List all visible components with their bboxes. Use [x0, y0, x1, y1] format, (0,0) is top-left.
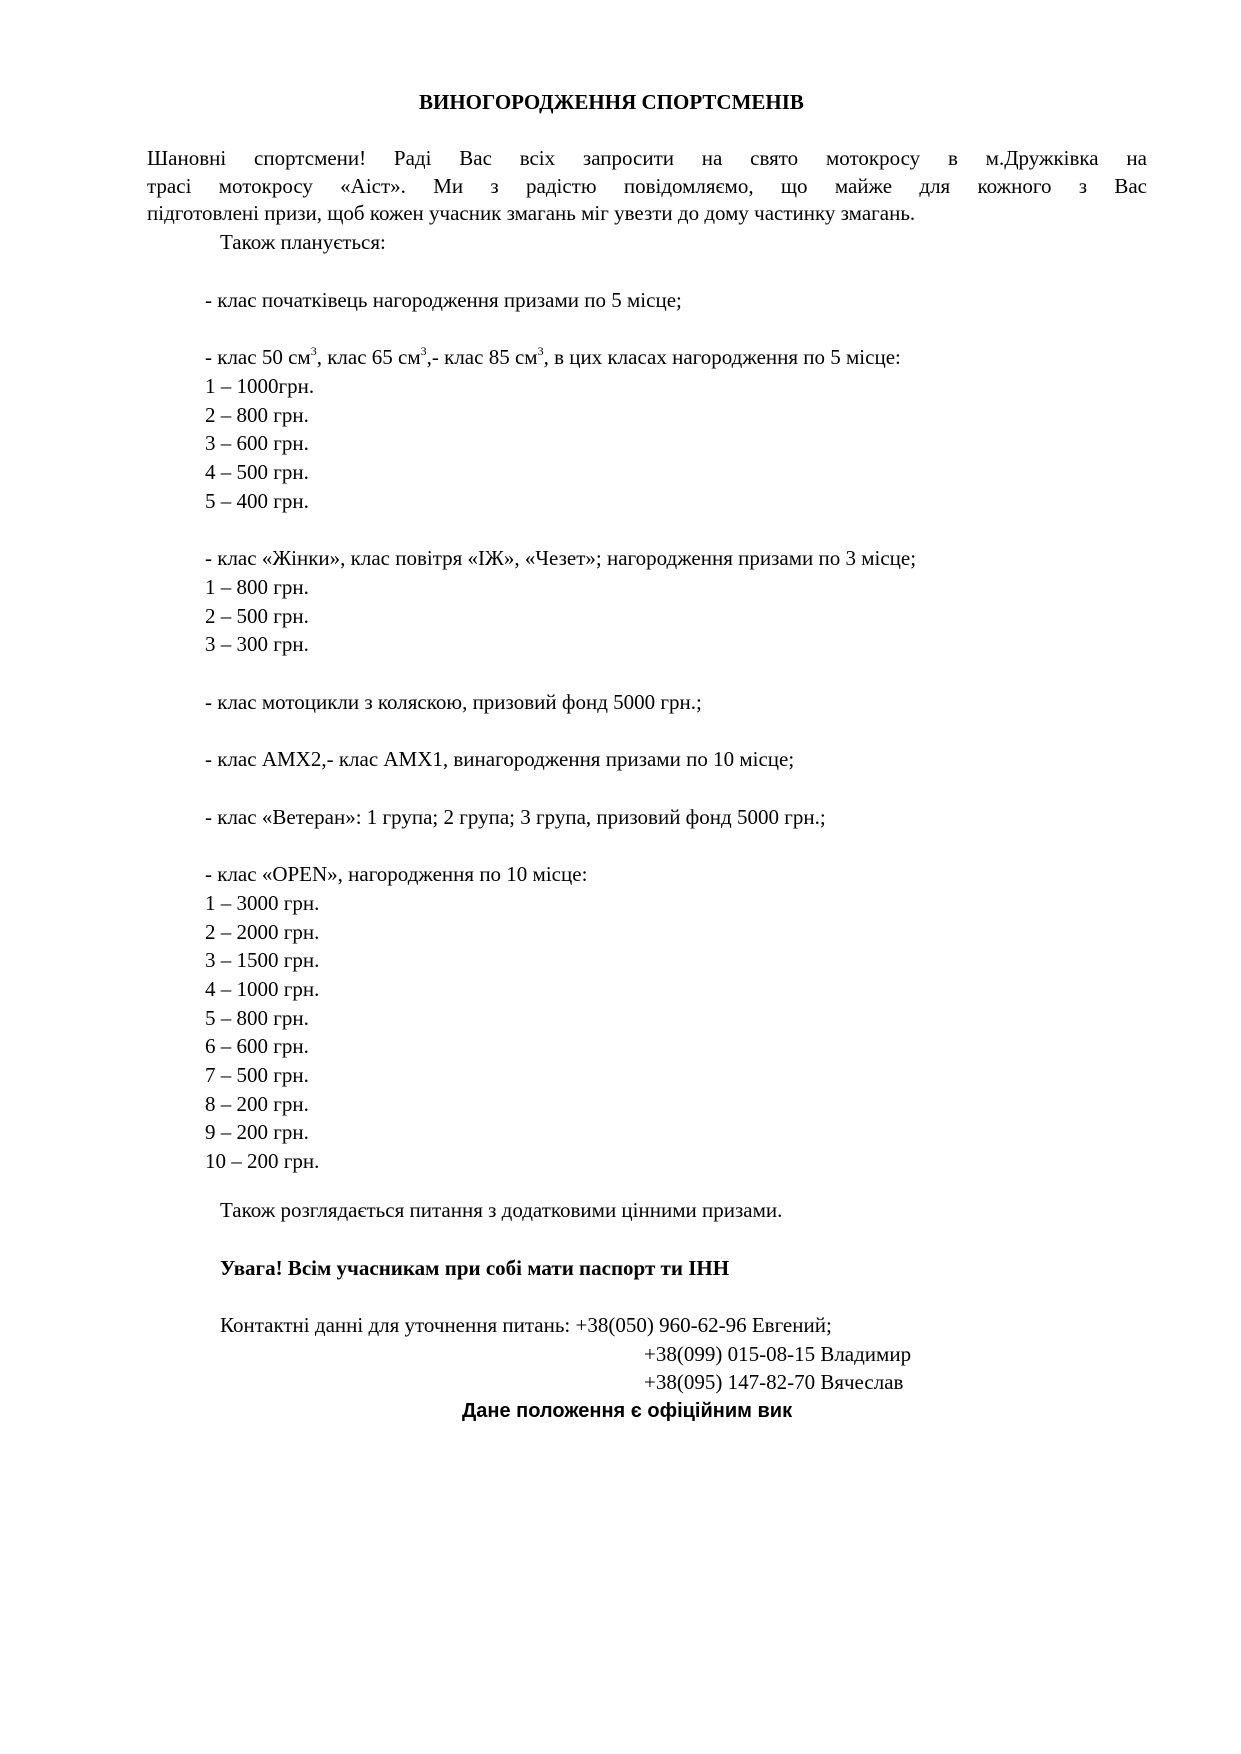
contact-phone: +38(050) 960-62-96 Евгений; [575, 1313, 832, 1337]
class-small-text-2: , клас 65 см [316, 345, 421, 369]
class-small-line [205, 344, 901, 369]
contact-phone: +38(099) 015-08-15 Владимир [644, 1342, 912, 1366]
additional-prizes-note: Також розглядається питання з додатковими цінними призами. [220, 1198, 783, 1222]
prize-line: 1 – 1000грн. [205, 374, 315, 398]
class-open: - клас «OPEN», нагородження по 10 місце: [205, 862, 588, 886]
intro-line-3: підготовлені призи, щоб кожен учасник змагань міг увезти до дому частинку змагань. [147, 201, 916, 225]
superscript: 3 [310, 344, 317, 358]
class-veteran: - клас «Ветеран»: 1 група; 2 група; 3 група, призовий фонд 5000 грн.; [205, 805, 826, 829]
prize-line: 2 – 800 грн. [205, 403, 309, 427]
intro-planned: Також планується: [220, 230, 386, 254]
prize-line: 10 – 200 грн. [205, 1149, 320, 1173]
prize-line: 1 – 3000 грн. [205, 891, 320, 915]
attention-note: Увага! Всім учасникам при собі мати паспорт ти ІНН [220, 1256, 730, 1280]
contacts-line [220, 1315, 832, 1336]
prize-line: 3 – 600 грн. [205, 431, 309, 455]
class-beginner: - клас початківець нагородження призами по 5 місце; [205, 288, 682, 312]
prize-line: 5 – 800 грн. [205, 1006, 309, 1030]
prize-line: 8 – 200 грн. [205, 1092, 309, 1116]
intro-line-1: Шановні спортсмени! Раді Вас всіх запросити на свято мотокросу в м.Дружківка на [147, 146, 1147, 170]
prize-line: 3 – 300 грн. [205, 632, 309, 656]
prize-line: 9 – 200 грн. [205, 1120, 309, 1144]
prize-line: 3 – 1500 грн. [205, 948, 320, 972]
contact-phone: +38(095) 147-82-70 Вячеслав [644, 1370, 904, 1394]
class-small-text-4: , в цих класах нагородження по 5 місце: [543, 345, 901, 369]
prize-line: 5 – 400 грн. [205, 489, 309, 513]
class-women: - клас «Жінки», клас повітря «ІЖ», «Чезет»; нагородження призами по 3 місце; [205, 546, 917, 570]
class-small-text-3: ,- клас 85 см [426, 345, 538, 369]
prize-line: 7 – 500 грн. [205, 1063, 309, 1087]
class-sidecar: - клас мотоцикли з коляскою, призовий фонд 5000 грн.; [205, 690, 702, 714]
prize-line: 2 – 500 грн. [205, 604, 309, 628]
contacts-label: Контактні данні для уточнення питань: [220, 1313, 571, 1337]
superscript: 3 [420, 344, 427, 358]
class-small-text-1: - клас 50 см [205, 345, 311, 369]
prize-line: 2 – 2000 грн. [205, 920, 320, 944]
prize-line: 1 – 800 грн. [205, 575, 309, 599]
superscript: 3 [537, 344, 544, 358]
prize-line: 4 – 1000 грн. [205, 977, 320, 1001]
official-statement: Дане положення є офіційним вик [462, 1400, 793, 1422]
class-amx: - клас АМХ2,- клас АМХ1, винагородження призами по 10 місце; [205, 747, 795, 771]
prize-line: 4 – 500 грн. [205, 460, 309, 484]
prize-line: 6 – 600 грн. [205, 1034, 309, 1058]
intro-line-2: трасі мотокросу «Аіст». Ми з радістю повідомляємо, що майже для кожного з Вас [147, 174, 1147, 198]
page-title: ВИНОГОРОДЖЕННЯ СПОРТСМЕНІВ [419, 90, 804, 114]
